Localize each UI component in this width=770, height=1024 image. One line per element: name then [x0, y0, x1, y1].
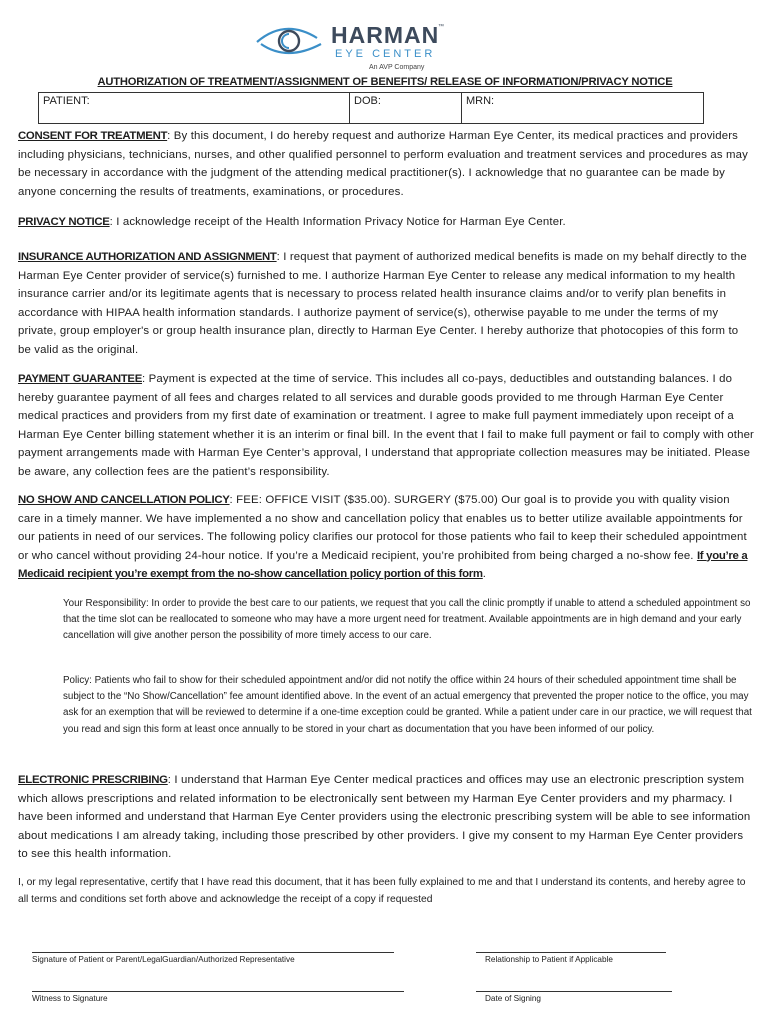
- consent-heading: CONSENT FOR TREATMENT: [18, 130, 168, 142]
- date-signing-line[interactable]: [476, 991, 672, 992]
- policy-paragraph: Policy: Patients who fail to show for their scheduled appointment and/or did not notify the office within 24 hours of their scheduled appointment time shall be subject to the “No Show/Cancellation” fee amount identified above. In the event of an actual emergency that prevented the proper notice to the office, you may ask for an exemption that will be reviewed to determine if a one-time exception could be granted. While a patient under care in our practice, we will request that you read and sign this form at least once annually to be stored in your chart as documentation that you have been informed of our policy.: [63, 675, 752, 735]
- payment-section: [18, 370, 754, 481]
- logo-wordmark: HARMAN: [331, 22, 440, 48]
- document-title: AUTHORIZATION OF TREATMENT/ASSIGNMENT OF BENEFITS/ RELEASE OF INFORMATION/PRIVACY NOTICE: [97, 76, 673, 88]
- witness-signature-label: Witness to Signature: [32, 994, 108, 1003]
- eprescribing-section: [18, 771, 754, 864]
- certification-paragraph: I, or my legal representative, certify that I have read this document, that it has been fully explained to me and that I understand its contents, and hereby agree to all terms and conditions set forth above and acknowledge the receipt of a copy if requested: [18, 877, 746, 905]
- privacy-heading: PRIVACY NOTICE: [18, 216, 110, 228]
- payment-text: : Payment is expected at the time of service. This includes all co-pays, deductibles and outstanding balances. I do hereby guarantee payment of all fees and charges related to all services and durable goods provided to me through Harman Eye Center medical practices and providers from my first date of examination or treatment. I agree to make full payment immediately upon receipt of a Harman Eye Center billing statement whether it is an interim or final bill. In the event that I fail to make full payment or fail to comply with other payment arrangements made with Harman Eye Center’s approval, I understand that appropriate collection measures may be initiated. Please be aware, any collection fees are the patient’s responsibility.: [18, 373, 755, 478]
- insurance-section: [18, 248, 754, 359]
- consent-text: : By this document, I do hereby request and authorize Harman Eye Center, its medical practices and providers including physicians, technicians, nurses, and other qualified personnel to perform evaluation and treatment services and procedures as may be necessary in accordance with the judgment of the attending medical practitioner(s). I acknowledge that no guarantee can be made by anyone concerning the results of treatments, examinations, or procedures.: [18, 130, 748, 198]
- noshow-end: .: [482, 568, 487, 580]
- relationship-line[interactable]: [476, 952, 666, 953]
- eye-logo-icon: [255, 22, 329, 62]
- insurance-text: : I request that payment of authorized medical benefits is made on my behalf directly to the Harman Eye Center provider of service(s) furnished to me. I authorize Harman Eye Center to release any medical information to my health insurance carrier and/or its legitimate agents that is necessary to process related health insurance claims and/or to verify plan benefits in accordance with HIPAA health information standards. I authorize payment of service(s), otherwise payable to me under the terms of my private, group employer's or group health insurance plan, directly to Harman Eye Center. I hereby authorize that photocopies of this form to be valid as the original.: [18, 251, 747, 356]
- harman-logo: [255, 22, 455, 74]
- patient-field[interactable]: PATIENT:: [43, 95, 90, 107]
- patient-signature-label: Signature of Patient or Parent/LegalGuardian/Authorized Representative: [32, 955, 295, 964]
- responsibility-paragraph: Your Responsibility: In order to provide the best care to our patients, we request that you call the clinic promptly if unable to attend a scheduled appointment so that the time slot can be reallocated to someone who may have a more urgent need for treatment. Available appointments are in high demand and your early cancellation will give another person the possibility of more timely access to our care.: [63, 598, 751, 642]
- consent-section: [18, 127, 754, 201]
- logo-subtitle: EYE CENTER: [335, 48, 436, 60]
- insurance-heading: INSURANCE AUTHORIZATION AND ASSIGNMENT: [18, 251, 277, 263]
- privacy-text: : I acknowledge receipt of the Health Information Privacy Notice for Harman Eye Center.: [109, 216, 566, 228]
- logo-tagline: An AVP Company: [369, 64, 425, 71]
- eprescribing-text: : I understand that Harman Eye Center medical practices and offices may use an electronic prescription system which allows prescriptions and related information to be electronically sent between my Harman Eye Center providers and my pharmacy. I have been informed and understand that Harman Eye Center providers using the electronic prescribing system will be able to see information about medications I am already taking, including those prescribed by other providers. I give my consent to my Harman Eye Center providers to see this health information.: [18, 774, 751, 860]
- relationship-label: Relationship to Patient if Applicable: [485, 955, 613, 964]
- eprescribing-heading: ELECTRONIC PRESCRIBING: [18, 774, 168, 786]
- payment-heading: PAYMENT GUARANTEE: [18, 373, 143, 385]
- noshow-section: [18, 491, 754, 584]
- date-signing-label: Date of Signing: [485, 994, 541, 1003]
- logo-trademark: ™: [438, 24, 444, 30]
- dob-field[interactable]: DOB:: [349, 93, 461, 123]
- medicaid-note: If you’re a Medicaid recipient you’re exempt from the no-show cancellation policy portion of this form: [18, 549, 748, 580]
- patient-info-table: [38, 92, 704, 124]
- witness-signature-line[interactable]: [32, 991, 404, 992]
- patient-signature-line[interactable]: [32, 952, 394, 953]
- noshow-text: : FEE: OFFICE VISIT ($35.00). SURGERY ($75.00) Our goal is to provide you with quality vision care in a timely manner. We have implemented a no show and cancellation policy that enables us to better utilize available appointments for our patients in need of our services. The following policy clarifies our protocol for those patients who fail to keep their scheduled appointment or who cancel without providing 24-hour notice. If you’re a Medicaid recipient, you’re prohibited from being charged a no-show fee.: [18, 494, 747, 562]
- privacy-section: [18, 213, 754, 232]
- noshow-heading: NO SHOW AND CANCELLATION POLICY: [18, 494, 230, 506]
- mrn-field[interactable]: MRN:: [461, 93, 703, 123]
